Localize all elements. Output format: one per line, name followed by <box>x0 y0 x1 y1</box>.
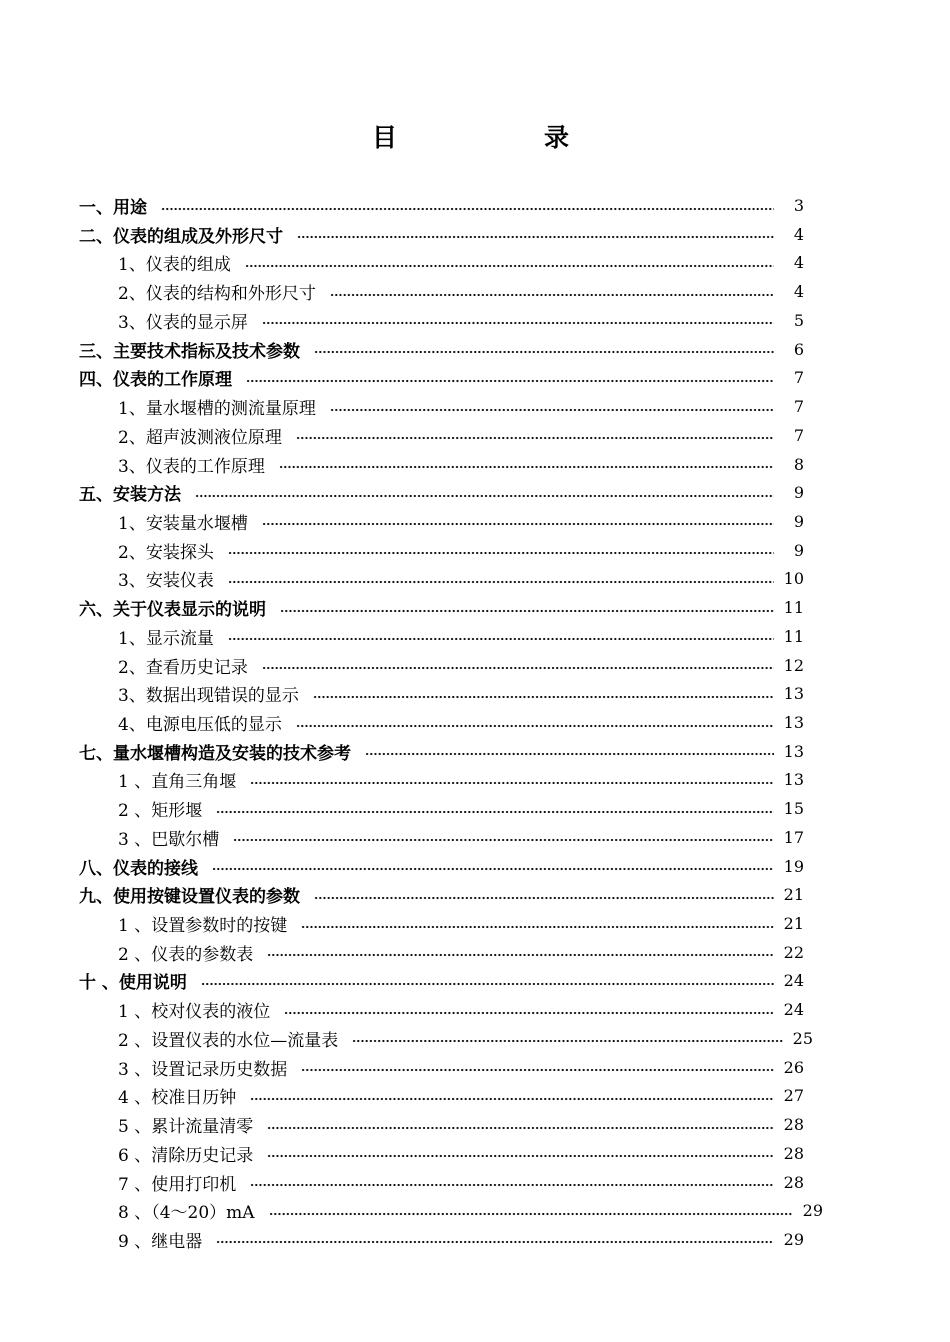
toc-entry[interactable] <box>118 909 804 938</box>
toc-entry-page-number: 21 <box>783 914 804 933</box>
toc-entry[interactable] <box>118 794 804 823</box>
toc-entry-label: 1 、设置参数时的按键 <box>118 916 288 936</box>
toc-entry-label: 2 、设置仪表的水位—流量表 <box>118 1030 339 1051</box>
toc-dot-leader <box>297 235 774 239</box>
toc-dot-leader <box>365 752 774 756</box>
toc-dot-leader <box>216 1240 774 1244</box>
toc-dot-leader <box>245 264 774 268</box>
toc-entry[interactable] <box>118 450 804 479</box>
toc-entry-label: 9 、继电器 <box>118 1231 203 1252</box>
toc-entry-page-number: 15 <box>783 799 804 819</box>
toc-entry[interactable] <box>118 1225 804 1254</box>
toc-entry-label: 2、超声波测液位原理 <box>118 427 282 448</box>
toc-dot-leader <box>212 867 774 871</box>
toc-entry-page-number: 24 <box>783 1000 804 1020</box>
toc-dot-leader <box>195 494 774 498</box>
toc-dot-leader <box>280 609 774 613</box>
toc-entry[interactable] <box>79 593 804 622</box>
toc-entry-page-number: 6 <box>793 339 804 359</box>
toc-entry-label: 一、用途 <box>79 198 147 218</box>
toc-entry-page-number: 7 <box>793 425 804 445</box>
toc-entry-label: 2、安装探头 <box>118 542 214 563</box>
toc-entry-page-number: 9 <box>793 483 804 503</box>
toc-entry[interactable] <box>79 737 804 766</box>
toc-entry[interactable] <box>118 823 804 852</box>
toc-entry-page-number: 13 <box>783 684 804 704</box>
toc-dot-leader <box>313 695 774 699</box>
toc-entry-label: 四、仪表的工作原理 <box>79 370 232 391</box>
toc-entry-page-number: 4 <box>793 224 804 244</box>
toc-entry[interactable] <box>118 708 804 737</box>
toc-dot-leader <box>216 810 774 814</box>
toc-entry[interactable] <box>118 248 804 277</box>
toc-entry[interactable] <box>118 1110 804 1139</box>
toc-entry[interactable] <box>118 1139 804 1168</box>
title-char-left: 目 <box>372 123 398 152</box>
toc-entry[interactable] <box>79 852 804 881</box>
toc-entry-page-number: 11 <box>783 598 804 618</box>
toc-entry[interactable] <box>118 536 804 565</box>
toc-entry-page-number: 27 <box>783 1086 804 1106</box>
toc-entry-label: 2、仪表的结构和外形尺寸 <box>118 284 316 305</box>
toc-entry-label: 3、数据出现错误的显示 <box>118 686 299 707</box>
toc-entry-page-number: 28 <box>783 1115 804 1134</box>
toc-entry-label: 1、量水堰槽的测流量原理 <box>118 399 316 419</box>
toc-dot-leader <box>269 1212 793 1216</box>
toc-entry-label: 九、使用按键设置仪表的参数 <box>79 887 300 908</box>
toc-entry-label: 3 、设置记录历史数据 <box>118 1059 288 1080</box>
toc-entry-label: 八、仪表的接线 <box>79 858 198 879</box>
toc-entry-page-number: 7 <box>793 397 804 416</box>
toc-dot-leader <box>284 1011 774 1015</box>
toc-entry-label: 2 、矩形堰 <box>118 801 203 822</box>
toc-entry-label: 七、量水堰槽构造及安装的技术参考 <box>79 743 351 764</box>
toc-dot-leader <box>262 321 774 325</box>
toc-entry[interactable] <box>79 880 804 909</box>
toc-entry[interactable] <box>79 191 804 220</box>
toc-dot-leader <box>296 724 774 728</box>
toc-entry[interactable] <box>118 1081 804 1110</box>
toc-entry-page-number: 9 <box>793 540 804 560</box>
toc-entry-page-number: 29 <box>783 1229 804 1249</box>
toc-entry-page-number: 24 <box>783 971 804 991</box>
toc-entry-page-number: 22 <box>783 942 804 962</box>
toc-dot-leader <box>301 925 774 929</box>
toc-entry-page-number: 29 <box>802 1201 823 1221</box>
toc-entry-page-number: 19 <box>783 856 804 876</box>
toc-entry-label: 5 、累计流量清零 <box>118 1117 254 1137</box>
toc-entry[interactable] <box>118 995 804 1024</box>
toc-dot-leader <box>267 1154 774 1158</box>
toc-dot-leader <box>267 1126 774 1130</box>
toc-entry-page-number: 26 <box>783 1057 804 1077</box>
toc-entry-label: 2、查看历史记录 <box>118 657 248 678</box>
toc-entry[interactable] <box>118 765 804 794</box>
toc-dot-leader <box>352 1039 783 1043</box>
toc-entry-label: 3、安装仪表 <box>118 571 214 592</box>
toc-entry-label: 五、安装方法 <box>79 485 181 506</box>
toc-dot-leader <box>228 551 774 555</box>
toc-dot-leader <box>250 781 774 785</box>
toc-entry-page-number: 12 <box>783 655 804 675</box>
toc-dot-leader <box>201 982 774 986</box>
toc-entry[interactable] <box>79 220 804 249</box>
toc-entry[interactable] <box>79 966 804 995</box>
toc-entry[interactable] <box>118 564 804 593</box>
toc-entry[interactable] <box>118 1168 804 1197</box>
toc-dot-leader <box>330 293 774 297</box>
toc-entry-page-number: 3 <box>793 196 804 215</box>
toc-entry-label: 六、关于仪表显示的说明 <box>79 600 266 621</box>
toc-entry-page-number: 28 <box>783 1172 804 1192</box>
toc-entry-label: 1、安装量水堰槽 <box>118 513 248 534</box>
toc-entry-label: 1 、校对仪表的液位 <box>118 1002 271 1023</box>
title-char-right: 录 <box>544 123 570 152</box>
page-title <box>0 118 950 154</box>
toc-entry[interactable] <box>118 392 804 421</box>
toc-dot-leader <box>314 896 774 900</box>
toc-dot-leader <box>267 953 774 957</box>
toc-entry-page-number: 5 <box>793 310 804 330</box>
toc-entry-page-number: 25 <box>792 1028 813 1048</box>
toc-entry[interactable] <box>79 478 804 507</box>
toc-entry-label: 4 、校准日历钟 <box>118 1088 237 1109</box>
toc-dot-leader <box>314 350 774 354</box>
toc-dot-leader <box>246 379 774 383</box>
toc-entry-label: 6 、清除历史记录 <box>118 1145 254 1166</box>
toc-dot-leader <box>262 522 774 526</box>
toc-entry-page-number: 11 <box>783 626 804 646</box>
toc-entry[interactable] <box>118 306 804 335</box>
toc-dot-leader <box>262 666 774 670</box>
toc-entry-label: 4、电源电压低的显示 <box>118 715 282 735</box>
toc-entry-page-number: 17 <box>783 827 804 847</box>
toc-entry-label: 7 、使用打印机 <box>118 1174 237 1195</box>
toc-entry-page-number: 10 <box>783 569 804 589</box>
toc-entry[interactable] <box>118 421 804 450</box>
toc-entry[interactable] <box>118 622 804 651</box>
toc-dot-leader <box>233 838 774 842</box>
toc-dot-leader <box>250 1097 774 1101</box>
toc-dot-leader <box>296 436 774 440</box>
toc-entry[interactable] <box>118 1024 813 1053</box>
toc-dot-leader <box>330 408 774 412</box>
toc-entry[interactable] <box>118 651 804 680</box>
toc-entry[interactable] <box>79 335 804 364</box>
toc-entry-label: 3、仪表的显示屏 <box>118 312 248 333</box>
toc-entry[interactable] <box>118 679 804 708</box>
toc-entry-page-number: 28 <box>783 1143 804 1163</box>
toc-entry[interactable] <box>118 507 804 536</box>
toc-entry[interactable] <box>79 363 804 392</box>
toc-entry-label: 三、主要技术指标及技术参数 <box>79 341 300 362</box>
toc-dot-leader <box>301 1068 774 1072</box>
toc-entry-label: 3、仪表的工作原理 <box>118 456 265 477</box>
toc-entry-page-number: 4 <box>793 253 804 273</box>
toc-entry[interactable] <box>118 277 804 306</box>
toc-entry-label: 8 、（4～20）mA <box>118 1203 255 1224</box>
toc-entry[interactable] <box>118 1053 804 1082</box>
toc-entry-label: 2 、仪表的参数表 <box>118 944 254 965</box>
toc-entry-page-number: 21 <box>783 885 804 905</box>
toc-entry-page-number: 13 <box>783 713 804 732</box>
toc-entry-label: 十 、使用说明 <box>79 973 187 994</box>
toc-dot-leader <box>228 637 774 641</box>
toc-entry-label: 1、仪表的组成 <box>118 255 231 276</box>
toc-dot-leader <box>161 207 774 211</box>
toc-entry-label: 1 、直角三角堰 <box>118 772 237 793</box>
toc-entry-page-number: 8 <box>793 454 804 474</box>
toc-dot-leader <box>228 580 774 584</box>
toc-dot-leader <box>250 1183 774 1187</box>
toc-entry[interactable] <box>118 1196 823 1225</box>
toc-entry-page-number: 7 <box>793 368 804 388</box>
toc-entry-page-number: 9 <box>793 511 804 531</box>
toc-dot-leader <box>279 465 774 469</box>
toc-entry-label: 3 、巴歇尔槽 <box>118 829 220 850</box>
toc-entry-label: 二、仪表的组成及外形尺寸 <box>79 226 283 247</box>
toc-entry[interactable] <box>118 938 804 967</box>
toc-entry-label: 1、显示流量 <box>118 628 214 649</box>
toc-entry-page-number: 13 <box>783 741 804 761</box>
toc-entry-page-number: 13 <box>783 770 804 790</box>
toc-entry-page-number: 4 <box>793 282 804 302</box>
